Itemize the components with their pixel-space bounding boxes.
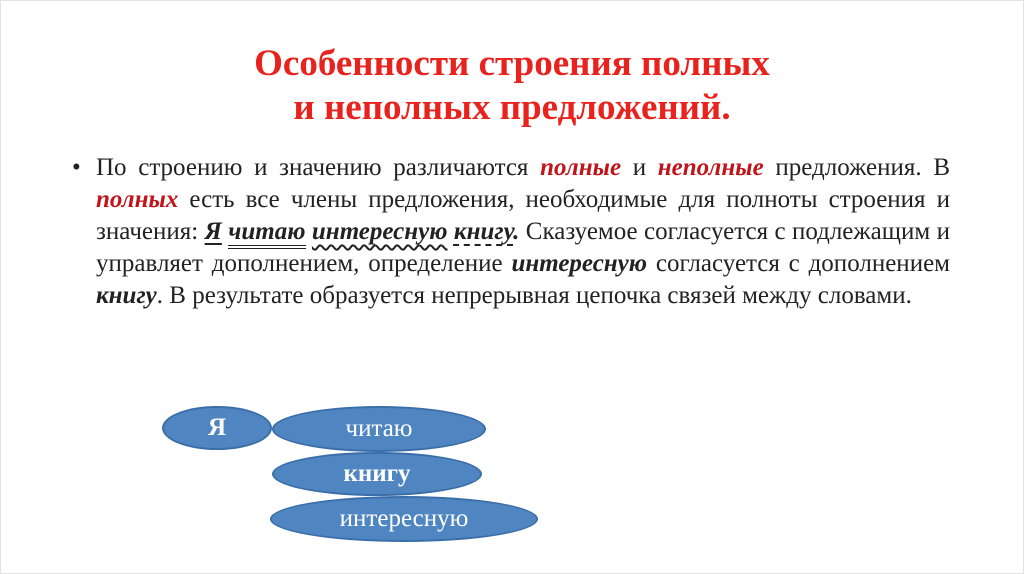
term-knigu: книгу: [96, 282, 157, 309]
oval-interesnuyu: интересную: [270, 496, 538, 542]
example-dot: .: [513, 218, 520, 245]
text-segment: предложения. В: [763, 154, 950, 181]
bullet-paragraph: [96, 152, 950, 312]
text-segment: согласуется с дополнением: [647, 250, 950, 277]
bullet-dot: •: [72, 154, 81, 181]
oval-knigu: книгу: [272, 452, 482, 496]
oval-chitayu: читаю: [272, 406, 486, 452]
title-line-1: Особенности строения полных: [254, 43, 770, 84]
slide-title: [0, 42, 1024, 130]
example-subject: Я: [204, 218, 222, 245]
term-nepolnye: неполные: [657, 154, 764, 181]
term-polnye: полные: [540, 154, 622, 181]
oval-ya: Я: [162, 406, 272, 450]
text-segment: . В результате образуется непрерывная цепочка связей между словами.: [156, 282, 912, 309]
example-object: книгу: [453, 218, 514, 245]
title-line-2: и неполных предложений.: [293, 87, 731, 128]
text-segment: По строению и значению различаются: [96, 154, 541, 181]
bullet-block: [72, 152, 950, 337]
text-segment: есть все члены предложения, необходимые для полноты строения и значения:: [96, 186, 950, 245]
text-segment: Сказуемое согласуется с подлежащим и управляет дополнением, определение: [96, 218, 951, 277]
example-attribute: интересную: [311, 218, 448, 245]
term-interesnuyu: интересную: [511, 250, 648, 277]
example-predicate: читаю: [228, 218, 305, 249]
text-segment: и: [621, 154, 658, 181]
term-polnyh: полных: [96, 186, 179, 213]
